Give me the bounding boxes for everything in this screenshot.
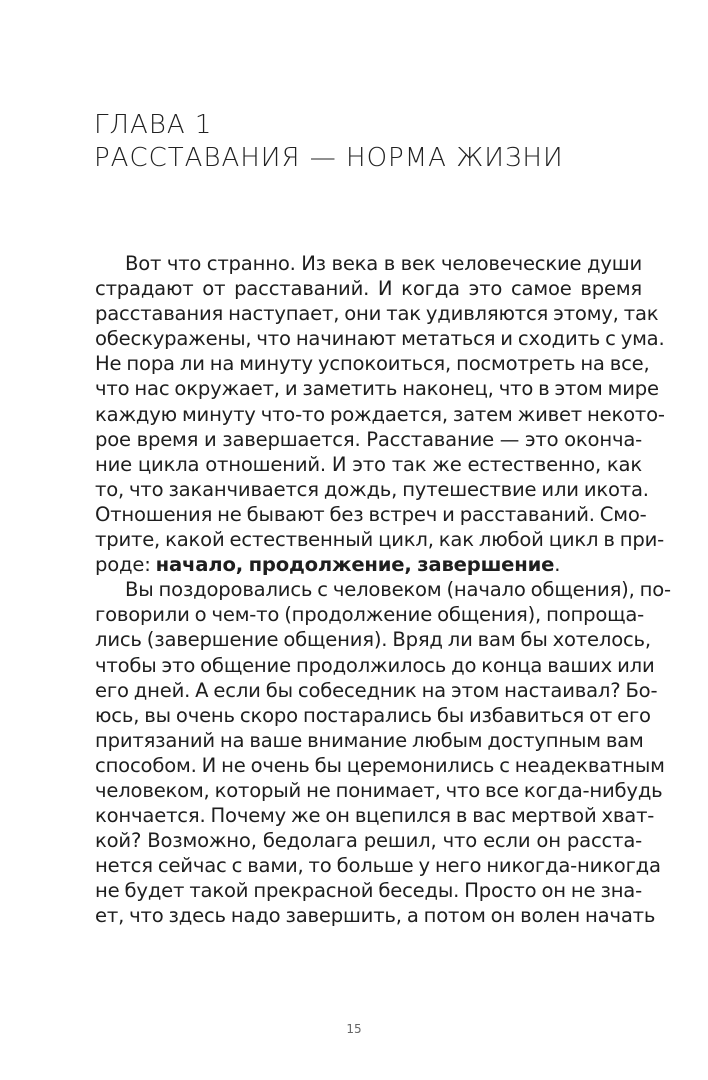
text-line: говорили о чем-то (продолжение общения), попроща- bbox=[95, 603, 645, 627]
paragraph-1 bbox=[95, 251, 665, 552]
text-line: юсь, вы очень скоро постарались бы избавиться от его bbox=[95, 703, 651, 727]
body-text bbox=[95, 251, 671, 929]
text-line: каждую минуту что-то рождается, затем живет некото- bbox=[95, 402, 665, 426]
text-line: Вы поздоровались с человеком (начало общения), по- bbox=[125, 578, 671, 602]
text-line: ет, что здесь надо завершить, а потом он волен начать bbox=[95, 904, 656, 928]
text-line: способом. И не очень бы церемонились с неадекватным bbox=[95, 753, 665, 777]
chapter-label: ГЛАВА 1 bbox=[94, 110, 213, 140]
text-line: трите, какой естественный цикл, как любой цикл в при- bbox=[95, 528, 665, 552]
text-line: человеком, который не понимает, что все когда-нибудь bbox=[95, 778, 663, 802]
paragraph-2 bbox=[95, 577, 671, 928]
text-line: кой? Возможно, бедолага решил, что если он расста- bbox=[95, 829, 642, 853]
text-line: рое время и завершается. Расставание — это оконча- bbox=[95, 427, 642, 451]
text-line: Не пора ли на минуту успокоиться, посмотреть на все, bbox=[95, 352, 650, 376]
text-line: страдают от расставаний. И когда это самое время bbox=[95, 277, 642, 301]
text-line: не будет такой прекрасной беседы. Просто он не зна- bbox=[95, 879, 642, 903]
page-number: 15 bbox=[346, 1022, 362, 1036]
text-line: лись (завершение общения). Вряд ли вам бы хотелось, bbox=[95, 628, 651, 652]
text-line: что нас окружает, и заметить наконец, что в этом мире bbox=[95, 377, 659, 401]
emphasis-text: начало, продолжение, завершение bbox=[155, 553, 555, 577]
text-line: чтобы это общение продолжилось до конца ваших или bbox=[95, 653, 655, 677]
text-line: кончается. Почему же он вцепился в вас мертвой хват- bbox=[95, 804, 655, 828]
text-line: обескуражены, что начинают метаться и сходить с ума. bbox=[95, 327, 665, 351]
text-line: притязаний на ваше внимание любым доступным вам bbox=[95, 728, 644, 752]
text-line: ние цикла отношений. И это так же естественно, как bbox=[95, 452, 642, 476]
text-line: Вот что странно. Из века в век человеческие души bbox=[125, 252, 642, 275]
text-line: нется сейчас с вами, то больше у него никогда-никогда bbox=[95, 854, 661, 878]
chapter-title: РАССТАВАНИЯ — НОРМА ЖИЗНИ bbox=[94, 143, 564, 173]
text-line: Отношения не бывают без встреч и расставаний. Смо- bbox=[95, 502, 647, 526]
text-line: расставания наступает, они так удивляются этому, так bbox=[95, 302, 659, 326]
text-line: то, что заканчивается дождь, путешествие или икота. bbox=[95, 477, 649, 501]
paragraph-1-last-line: роде: начало, продолжение, завершение. bbox=[95, 553, 561, 577]
text-line: его дней. А если бы собеседник на этом настаивал? Бо- bbox=[95, 678, 658, 702]
